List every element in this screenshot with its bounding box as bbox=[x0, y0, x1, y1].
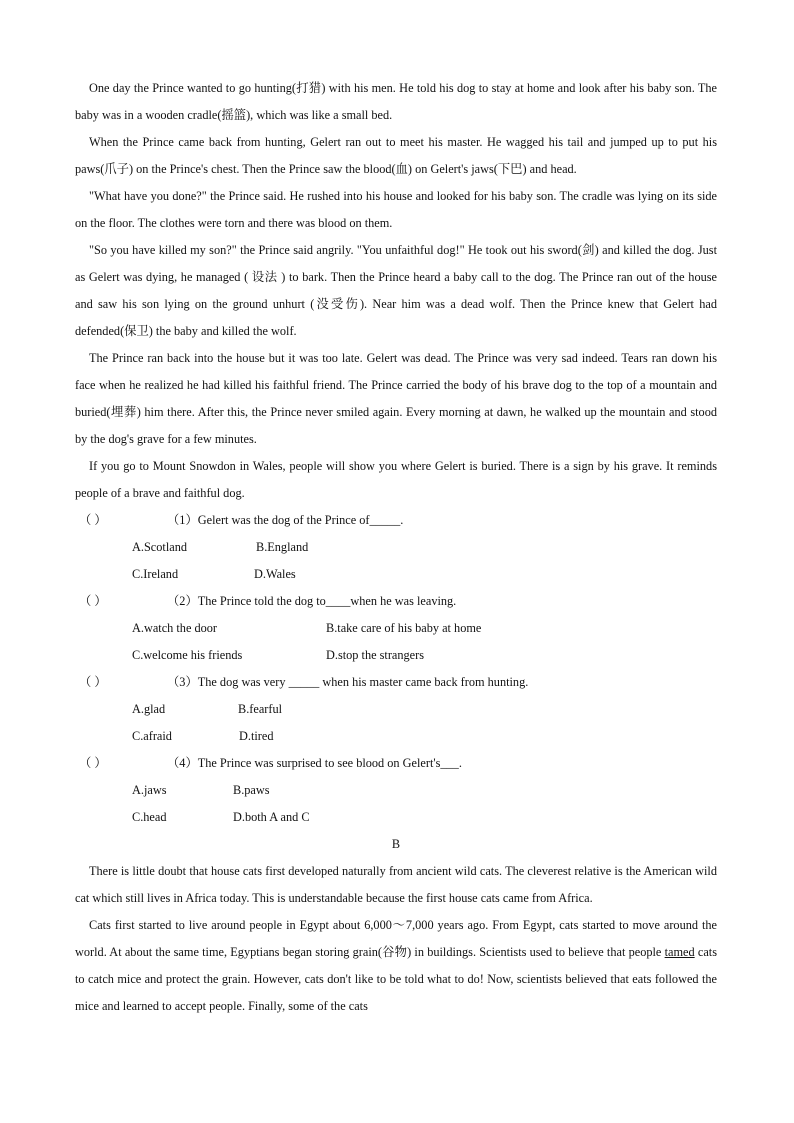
option-d[interactable]: D.Wales bbox=[254, 567, 296, 581]
underlined-word: tamed bbox=[664, 945, 695, 959]
option-d[interactable]: D.stop the strangers bbox=[326, 648, 425, 662]
paragraph-text: Cats first started to live around people in Egypt about 6,000～7,000 years ago. From Egypt, cats started to move around the world. At about the same time, Egyptians began storing grain(谷物) in buildings. Scientists used to believe that people bbox=[75, 918, 717, 959]
passage-b-paragraph-1: There is little doubt that house cats first developed naturally from ancient wild cats. The cleverest relative is the American wild cat which still lives in Africa today. This is understandable because the first house cats came from Africa. bbox=[75, 864, 717, 905]
question-3 bbox=[79, 669, 717, 696]
option-c[interactable]: C.afraid bbox=[132, 729, 172, 743]
option-a[interactable]: A.glad bbox=[132, 702, 166, 716]
option-a[interactable]: A.jaws bbox=[132, 783, 167, 797]
question-2-options-row-2 bbox=[132, 642, 717, 669]
question-4 bbox=[79, 750, 717, 777]
text-block bbox=[75, 75, 717, 1020]
passage-a-paragraph-5: The Prince ran back into the house but it was too late. Gelert was dead. The Prince was very sad indeed. Tears ran down his face when he realized he had killed his faithful friend. The Prince carried the body of his brave dog to the top of a mountain and buried(埋葬) him there. After this, the Prince never smiled again. Every morning at dawn, he walked up the mountain and stood by the dog's grave for a few minutes. bbox=[75, 351, 717, 446]
question-2-options-row-1 bbox=[132, 615, 717, 642]
option-b[interactable]: B.fearful bbox=[238, 702, 283, 716]
question-4-options-row-2 bbox=[132, 804, 717, 831]
option-c[interactable]: C.head bbox=[132, 810, 167, 824]
passage-a-paragraph-1: One day the Prince wanted to go hunting(打猎) with his men. He told his dog to stay at home and look after his baby son. The baby was in a wooden cradle(摇篮), which was like a small bed. bbox=[75, 81, 717, 122]
option-b[interactable]: B.England bbox=[256, 540, 309, 554]
option-c[interactable]: C.welcome his friends bbox=[132, 648, 243, 662]
passage-a-paragraph-2: When the Prince came back from hunting, Gelert ran out to meet his master. He wagged his tail and jumped up to put his paws(爪子) on the Prince's chest. Then the Prince saw the blood(血) on Gelert's jaws(下巴) and head. bbox=[75, 135, 717, 176]
option-a[interactable]: A.watch the door bbox=[132, 621, 218, 635]
question-text: （3）The dog was very _____ when his master came back from hunting. bbox=[167, 675, 529, 689]
answer-blank[interactable]: （ ） bbox=[79, 675, 107, 689]
passage-a-paragraph-4: "So you have killed my son?" the Prince said angrily. "You unfaithful dog!" He took out his sword(剑) and killed the dog. Just as Gelert was dying, he managed ( 设法 ) to bark. Then the Prince heard a baby call to the dog. The Prince ran out of the house and saw his son lying on the ground unhurt (没受伤). Near him was a dead wolf. Then the Prince knew that Gelert had defended(保卫) the baby and killed the wolf. bbox=[75, 243, 717, 338]
question-4-options-row-1 bbox=[132, 777, 717, 804]
question-1 bbox=[79, 507, 717, 534]
answer-blank[interactable]: （ ） bbox=[79, 513, 107, 527]
option-b[interactable]: B.take care of his baby at home bbox=[326, 621, 482, 635]
question-text: （2）The Prince told the dog to____when he was leaving. bbox=[167, 594, 457, 608]
answer-blank[interactable]: （ ） bbox=[79, 594, 107, 608]
section-heading: B bbox=[391, 837, 401, 851]
option-d[interactable]: D.both A and C bbox=[233, 810, 310, 824]
answer-blank[interactable]: （ ） bbox=[79, 756, 107, 770]
option-b[interactable]: B.paws bbox=[233, 783, 270, 797]
question-2 bbox=[79, 588, 717, 615]
passage-b-paragraph-2 bbox=[75, 912, 717, 1020]
option-a[interactable]: A.Scotland bbox=[132, 540, 187, 554]
passage-a-paragraph-3: "What have you done?" the Prince said. He rushed into his house and looked for his baby son. The cradle was lying on its side on the floor. The clothes were torn and there was blood on them. bbox=[75, 189, 717, 230]
option-c[interactable]: C.Ireland bbox=[132, 567, 179, 581]
passage-a-paragraph-6: If you go to Mount Snowdon in Wales, people will show you where Gelert is buried. There is a sign by his grave. It reminds people of a brave and faithful dog. bbox=[75, 459, 717, 500]
question-1-options-row-2 bbox=[132, 561, 717, 588]
option-d[interactable]: D.tired bbox=[239, 729, 274, 743]
question-3-options-row-1 bbox=[132, 696, 717, 723]
question-text: （4）The Prince was surprised to see blood on Gelert's___. bbox=[167, 756, 462, 770]
question-3-options-row-2 bbox=[132, 723, 717, 750]
question-text: （1）Gelert was the dog of the Prince of_____. bbox=[167, 513, 404, 527]
question-1-options-row-1 bbox=[132, 534, 717, 561]
paragraph-text: cats to catch mice and protect the grain. However, cats don't like to be told what to do! Now, scientists believed that eats followed the mice and learned to accept people. Finally, some of the cats bbox=[75, 945, 718, 1013]
